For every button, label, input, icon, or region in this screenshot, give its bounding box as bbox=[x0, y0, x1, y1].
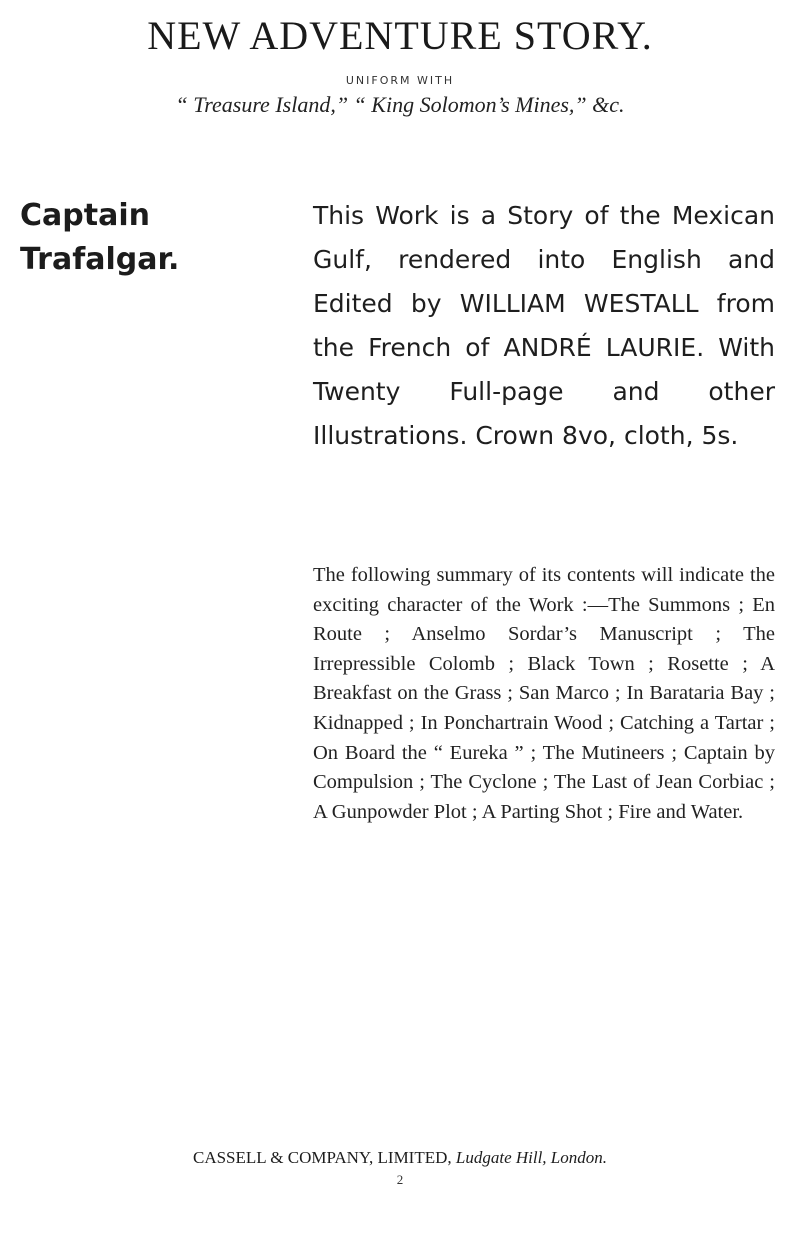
series-titles: “ Treasure Island,” “ King Solomon’s Mines,” &c. bbox=[175, 92, 625, 117]
uniform-with-label: UNIFORM WITH bbox=[345, 74, 455, 87]
book-title-line-1: Captain bbox=[20, 198, 150, 233]
page-number: 2 bbox=[396, 1172, 404, 1187]
book-title-line-2: Trafalgar. bbox=[20, 242, 180, 277]
publisher-imprint bbox=[0, 1148, 800, 1168]
book-title bbox=[20, 194, 179, 282]
contents-summary: The following summary of its contents will indicate the exciting character of the Work :—The Summons ; En Route ; Anselmo Sordar’s Manuscript ; The Irrepressible Colomb ; Black Town ; Rosette ; A Breakfast on the Grass ; San Marco ; In Barataria Bay ; Kidnapped ; In Ponchartrain Wood ; Catching a Tartar ; On Board the “ Eureka ” ; The Mutineers ; Captain by Compulsion ; The Cyclone ; The Last of Jean Corbiac ; A Gunpowder Plot ; A Parting Shot ; Fire and Water. bbox=[313, 564, 775, 823]
book-description: This Work is a Story of the Mexican Gulf, rendered into English and Edited by WILLIAM WESTALL from the French of ANDRÉ LAURIE. With Twenty Full-page and other Illustrations. Crown 8vo, cloth, 5s. bbox=[313, 201, 775, 450]
page-headline: NEW ADVENTURE STORY. bbox=[147, 13, 653, 58]
publisher-name: CASSELL & COMPANY, LIMITED, bbox=[192, 1148, 452, 1167]
publisher-address: Ludgate Hill, London. bbox=[455, 1148, 608, 1167]
